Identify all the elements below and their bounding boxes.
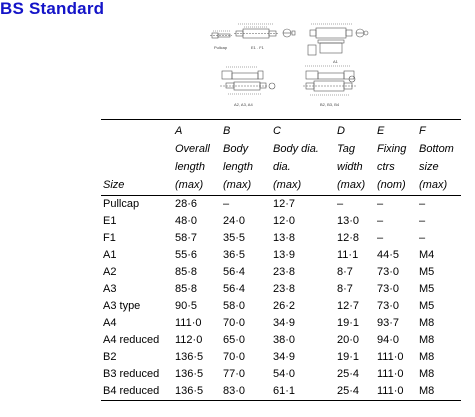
cell: 136·5 (173, 383, 221, 401)
cell: B3 reduced (103, 368, 160, 380)
header-f-bottom-size: F Bottom size (max) (417, 120, 461, 196)
cell: 12·7 (273, 198, 296, 210)
cell: 13·0 (337, 215, 360, 227)
cell: B4 reduced (101, 383, 173, 401)
header-d-tag-width: D Tag width (max) (335, 120, 375, 196)
a1-diagram (308, 24, 368, 55)
cell: 65·0 (223, 334, 246, 346)
cell: 111·0 (375, 383, 417, 401)
cell: 70·0 (223, 317, 246, 329)
cell: 23·8 (273, 266, 296, 278)
cell: Pullcap (103, 198, 140, 210)
cell: 35·5 (223, 232, 246, 244)
cell: 13·8 (273, 232, 296, 244)
table-row (101, 196, 461, 214)
cell: 11·1 (337, 249, 359, 261)
cell: A2 (103, 266, 117, 278)
diagram-label-a1: A1 (333, 59, 338, 64)
cell: 90·5 (175, 300, 198, 312)
cell: A1 (103, 249, 117, 261)
cell: A4 reduced (103, 334, 160, 346)
cell: 55·6 (175, 249, 198, 261)
table-body (101, 196, 461, 401)
diagram-label-e1-f1: E1 . F1 (251, 45, 264, 50)
b2-b3-b4-diagram (303, 66, 356, 95)
table-row (101, 332, 461, 349)
bs-standard-dimensions-table (101, 119, 461, 401)
cell: 19·1 (337, 317, 360, 329)
cell: 8·7 (337, 283, 353, 295)
cell: 77·0 (223, 368, 246, 380)
cell: 54·0 (273, 368, 296, 380)
cell: F1 (103, 232, 116, 244)
diagram-label-a2-a3-a4: A2, A3, A4 (234, 102, 253, 107)
table-header-row (101, 120, 461, 196)
cell: M8 (419, 368, 435, 380)
cell: 8·7 (337, 266, 353, 278)
cell: 83·0 (221, 383, 271, 401)
cell: 19·1 (337, 351, 360, 363)
cell: – (337, 198, 344, 210)
table-row (101, 383, 461, 401)
cell: 13·9 (273, 249, 296, 261)
cell: M8 (419, 317, 435, 329)
header-a-overall-length: A Overall length (max) (173, 120, 221, 196)
cell: – (377, 232, 384, 244)
e1-f1-diagram (234, 24, 295, 38)
cell: 48·0 (175, 215, 198, 227)
table-row (101, 247, 461, 264)
cell: 136·5 (175, 351, 204, 363)
cell: 56·4 (223, 283, 246, 295)
cell: – (377, 215, 384, 227)
cell: 112·0 (175, 334, 203, 346)
cell: A3 (103, 283, 117, 295)
cell: M5 (419, 283, 435, 295)
cell: 25·4 (335, 383, 375, 401)
cell: 111·0 (175, 317, 202, 329)
cell: 58·0 (223, 300, 246, 312)
cell: 73·0 (377, 300, 400, 312)
cell: – (223, 198, 230, 210)
diagram-label-b2-b3-b4: B2, B3, B4 (320, 102, 340, 107)
cell: 111·0 (377, 368, 404, 380)
header-c-body-dia: C Body dia. dia. (max) (271, 120, 335, 196)
cell: 12·0 (273, 215, 296, 227)
cell: E1 (103, 215, 117, 227)
table-row (101, 264, 461, 281)
cell: 111·0 (377, 351, 404, 363)
cell: 58·7 (175, 232, 198, 244)
cell: 38·0 (273, 334, 296, 346)
header-e-fixing-ctrs: E Fixing ctrs (nom) (375, 120, 417, 196)
cell: 93·7 (377, 317, 400, 329)
diagram-label-pullcap: Pullcap (214, 45, 228, 50)
cell: B2 (103, 351, 117, 363)
cell: 12·8 (337, 232, 360, 244)
cell: 34·9 (273, 317, 296, 329)
cell: M8 (417, 383, 461, 401)
cell: M5 (419, 300, 435, 312)
cell: 36·5 (223, 249, 246, 261)
cell: 26·2 (273, 300, 296, 312)
header-size: Size (101, 120, 173, 196)
pullcap-diagram (210, 31, 232, 38)
cell: A4 (103, 317, 117, 329)
table-row (101, 315, 461, 332)
header-b-body-length: B Body length (max) (221, 120, 271, 196)
cell: 23·8 (273, 283, 296, 295)
cell: 24·0 (223, 215, 246, 227)
cell: 20·0 (337, 334, 360, 346)
table-row (101, 298, 461, 315)
cell: M8 (419, 334, 435, 346)
cell: 94·0 (377, 334, 400, 346)
fuse-dimension-diagrams (0, 0, 475, 117)
page-title: BS Standard (0, 0, 105, 18)
table-row (101, 230, 461, 247)
cell: – (419, 232, 426, 244)
cell: 85·8 (175, 283, 198, 295)
cell: – (377, 198, 384, 210)
cell: 34·9 (273, 351, 296, 363)
cell: M4 (419, 249, 435, 261)
cell: 73·0 (377, 283, 400, 295)
cell: 85·8 (175, 266, 198, 278)
table-row (101, 349, 461, 366)
cell: 136·5 (175, 368, 204, 380)
cell: 61·1 (271, 383, 335, 401)
a2-a3-a4-diagram (220, 67, 275, 94)
cell: 25·4 (337, 368, 360, 380)
cell: – (419, 198, 426, 210)
cell: M5 (419, 266, 435, 278)
cell: A3 type (103, 300, 141, 312)
cell: 73·0 (377, 266, 400, 278)
table-row (101, 281, 461, 298)
table-row (101, 366, 461, 383)
table-row (101, 213, 461, 230)
cell: M8 (419, 351, 435, 363)
cell: 56·4 (223, 266, 246, 278)
cell: 28·6 (175, 198, 198, 210)
cell: 12·7 (337, 300, 360, 312)
cell: – (419, 215, 426, 227)
cell: 44·5 (377, 249, 400, 261)
cell: 70·0 (223, 351, 246, 363)
